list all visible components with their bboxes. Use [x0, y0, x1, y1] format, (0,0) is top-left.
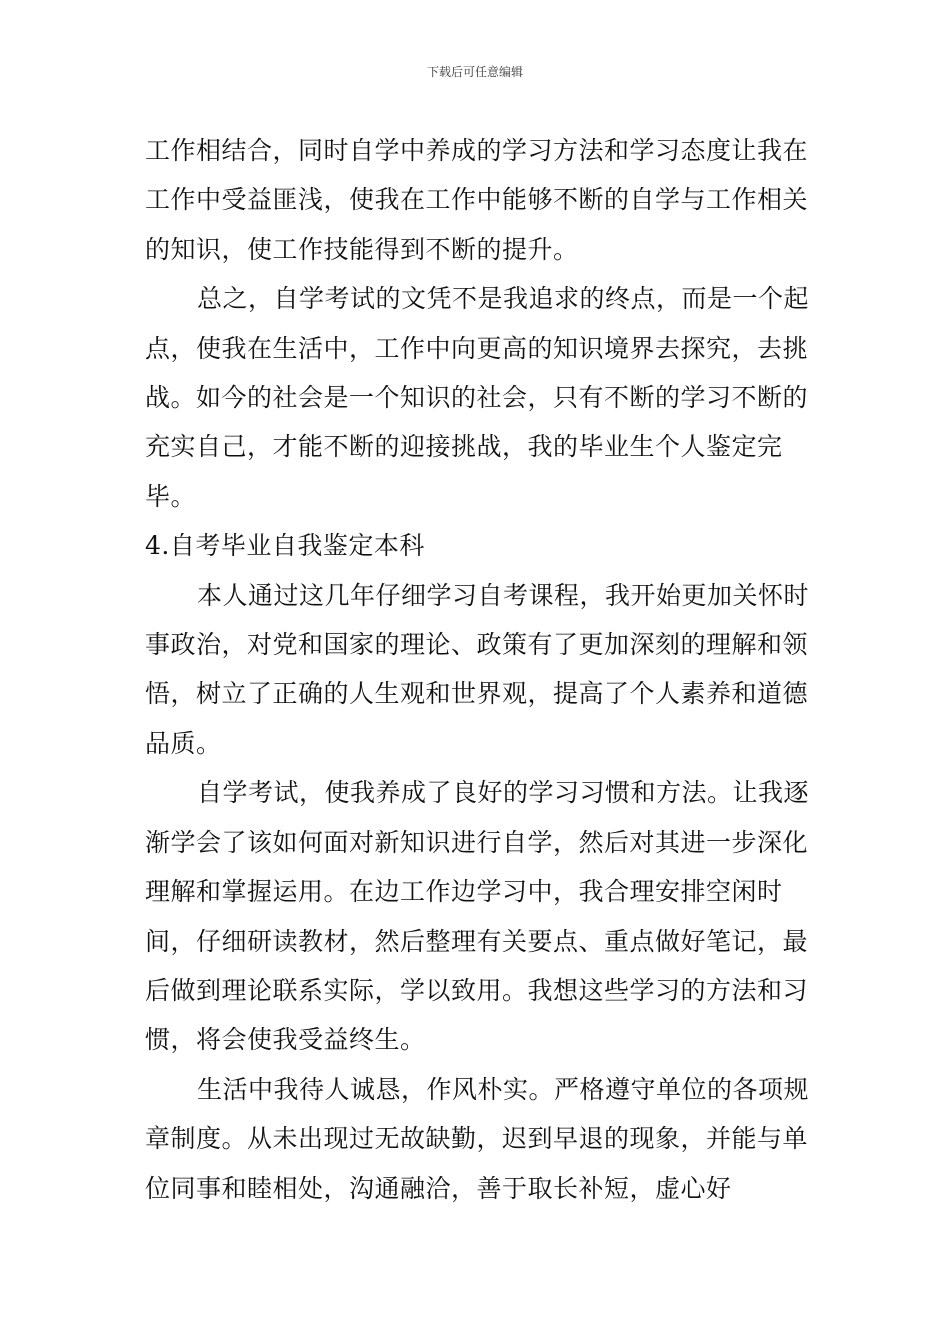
- paragraph-study-habits: 自学考试，使我养成了良好的学习习惯和方法。让我逐渐学会了该如何面对新知识进行自学，然后对其进一步深化理解和掌握运用。在边工作边学习中，我合理安排空闲时间，仔细研读教材，然后整理有关要点、重点做好笔记，最 后做到理论联系实际，学以致用。我想这些学习的方法和习惯，将会使我受益终生。: [145, 778, 810, 1055]
- paragraph-conclusion: 总之，自学考试的文凭不是我追求的终点，而是一个起点，使我在生活中，工作中向更高的知识境界去探究，去挑战。如今的社会是一个知识的社会，只有不断的学习不断的充实自己，才能不断的迎接挑战，我的毕业生个人鉴定完毕。: [145, 284, 810, 511]
- paragraph-life-conduct: 生活中我待人诚恳，作风朴实。严格遵守单位的各项规章制度。从未出现过无故缺勤，迟到早退的现象，并能与单位同事和睦相处，沟通融洽，善于取长补短，虚心好: [145, 1074, 810, 1203]
- document-body: [145, 126, 810, 1213]
- paragraph-politics: 本人通过这几年仔细学习自考课程，我开始更加关怀时事政治，对党和国家的理论、政策有了更加深刻的理解和领悟，树立了正确的人生观和世界观，提高了个人素养和道德品质。: [145, 580, 810, 758]
- paragraph-continuation: 工作相结合，同时自学中养成的学习方法和学习态度让我在工作中受益匪浅，使我在工作中能够不断的自学与工作相关的知识，使工作技能得到不断的提升。: [145, 136, 809, 264]
- page-header-note: 下载后可任意编辑: [426, 65, 523, 79]
- section-heading: 4.自考毕业自我鉴定本科: [145, 531, 425, 561]
